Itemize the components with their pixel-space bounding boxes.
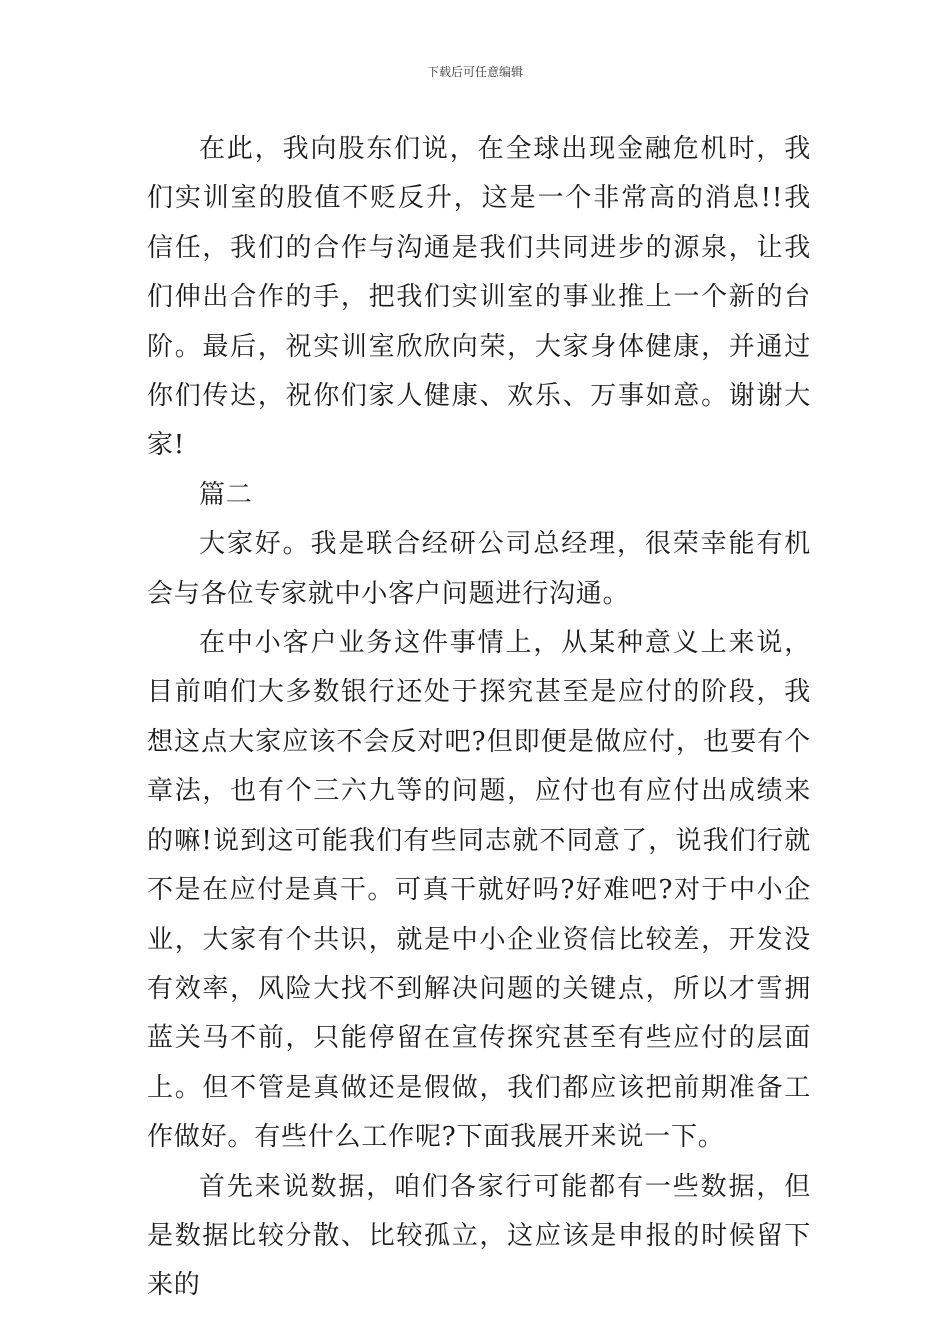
paragraph-greeting: 大家好。我是联合经研公司总经理，很荣幸能有机会与各位专家就中小客户问题进行沟通。 — [147, 529, 811, 609]
paragraph-sme-business: 在中小客户业务这件事情上，从某种意义上来说，目前咱们大多数银行还处于探究甚至是应付的阶段，我想这点大家应该不会反对吧?但即便是做应付，也要有个章法，也有个三六九等的问题，应付也有应付出成绩来的嘛!说到这可能我们有些同志就不同意了，说我们行就不是在应付是真干。可真干就好吗?好难吧?对于中小企业，大家有个共识，就是中小企业资信比较差，开发没有效率，风险大找不到解决问题的关键点，所以才雪拥蓝关马不前，只能停留在宣传探究甚至有些应付的层面上。但不管是真做还是假做，我们都应该把前期准备工作做好。有些什么工作呢?下面我展开来说一下。 — [147, 628, 811, 1153]
paragraph-closing-remarks: 在此，我向股东们说，在全球出现金融危机时，我们实训室的股值不贬反升，这是一个非常高的消息!!我信任，我们的合作与沟通是我们共同进步的源泉，让我们伸出合作的手，把我们实训室的事业推上一个新的台阶。最后，祝实训室欣欣向荣，大家身体健康，并通过你们传达，祝你们家人健康、欢乐、万事如意。谢谢大家! — [147, 134, 811, 461]
page-header-note: 下载后可任意编辑 — [426, 65, 523, 79]
section-heading: 篇二 — [199, 479, 253, 510]
paragraph-data: 首先来说数据，咱们各家行可能都有一些数据，但是数据比较分散、比较孤立，这应该是申报的时候留下来的 — [147, 1171, 811, 1301]
document-body — [147, 125, 811, 1311]
